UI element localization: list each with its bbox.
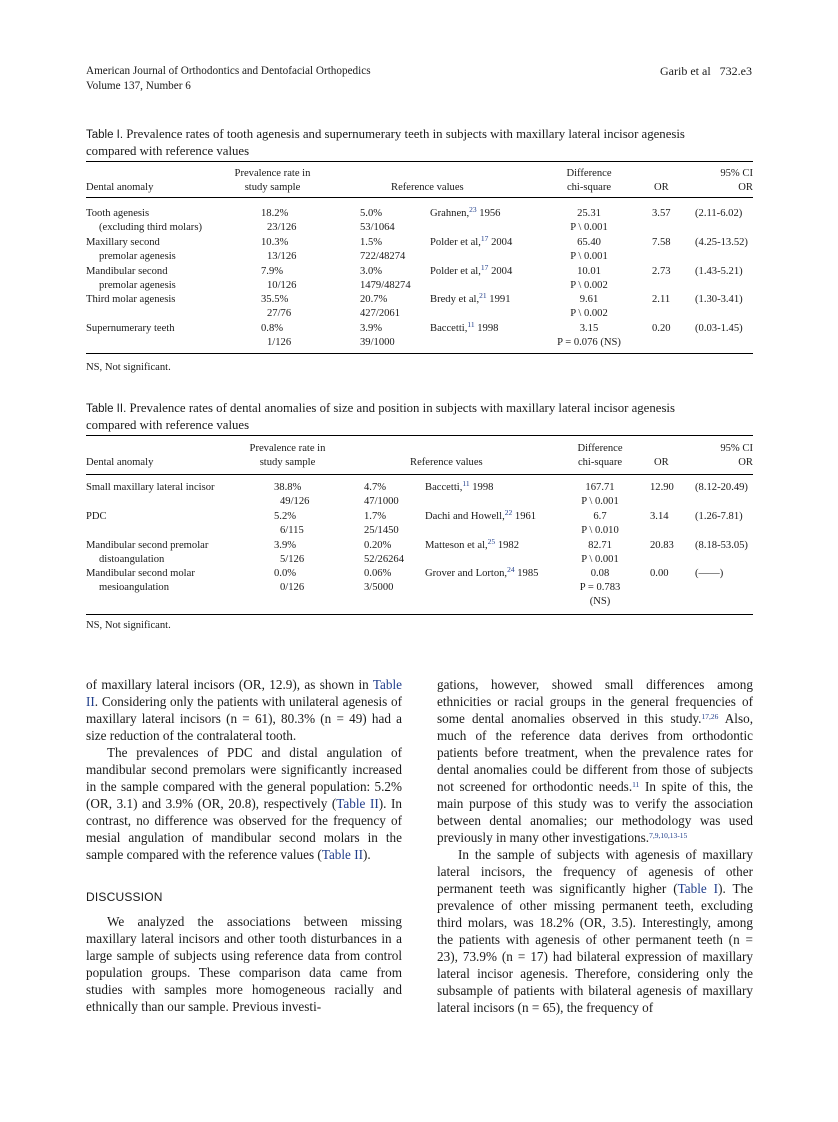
row-ref-count: 47/1000	[364, 496, 399, 508]
table1-head-ref: Reference values	[391, 182, 464, 193]
row-chi-square: P \ 0.001	[581, 496, 619, 508]
row-ref-rate: 3.0%	[360, 266, 383, 277]
row-study-rate: 3.9%	[274, 540, 297, 551]
ref-author: Grover and Lorton,	[425, 568, 508, 579]
table1-top-rule	[86, 161, 753, 162]
table2-head-ci2: OR	[738, 457, 753, 469]
ref-year: 2004	[491, 237, 513, 248]
row-anomaly-cont: premolar agenesis	[99, 251, 176, 263]
row-ref-rate: 0.20%	[364, 540, 392, 551]
row-ref-citation	[430, 265, 512, 279]
ref-author: Polder et al,	[430, 237, 481, 248]
table1-head-diff	[546, 167, 632, 195]
table1-bottom-rule	[86, 353, 753, 354]
row-chi-square: 3.15	[579, 323, 599, 334]
table2-head-prev2: study sample	[259, 457, 316, 469]
row-ref-count: 427/2061	[360, 308, 401, 320]
right-paragraph-1	[437, 676, 753, 846]
row-ref-count: 1479/48274	[360, 280, 411, 292]
row-study-count: 23/126	[267, 222, 297, 234]
row-study-rate: 0.8%	[261, 323, 284, 334]
row-ci: (8.12-20.49)	[695, 482, 748, 493]
left-paragraph-3: We analyzed the associations between missing maxillary lateral incisors and other tooth disturbances in a large sample of subjects using reference data from control population groups. These comparison data came from studies with samples more homogeneous racially and ethnically than our sample. Previous investi-	[86, 914, 402, 1014]
row-ref-citation	[425, 481, 493, 495]
table2-head-prev1: Prevalence rate in	[249, 443, 326, 454]
row-chi-square: P = 0.076 (NS)	[557, 337, 621, 349]
citation-link[interactable]: 21	[479, 291, 487, 300]
row-chi-square: P \ 0.001	[570, 251, 608, 263]
table2-link[interactable]: Table II	[336, 796, 379, 811]
row-or: 12.90	[650, 482, 674, 493]
table2-link[interactable]: Table II	[321, 847, 363, 862]
row-chi-square: P \ 0.001	[570, 222, 608, 234]
row-ref-rate: 1.5%	[360, 237, 383, 248]
row-ref-citation	[430, 207, 500, 221]
text-run: In the sample of subjects with agenesis of maxillary lateral incisors, the frequency of agenesis of other permanent teeth was significantly higher (	[437, 847, 753, 896]
citation-link[interactable]: 11	[632, 780, 640, 789]
ref-year: 1982	[497, 540, 520, 551]
row-ref-count: 52/26264	[364, 554, 405, 566]
row-chi-square: 65.40	[577, 237, 601, 248]
row-chi-square: P = 0.783	[579, 582, 621, 594]
text-run: . Considering only the patients with unilateral agenesis of maxillary lateral incisors (n = 61), 80.3% (n = 49) had a size reduction of the contralateral tooth.	[86, 694, 402, 743]
table1-head-prev2: study sample	[244, 182, 301, 194]
row-anomaly: Mandibular second molar	[86, 568, 195, 579]
row-study-rate: 35.5%	[261, 294, 289, 305]
row-or: 3.57	[652, 208, 671, 219]
left-paragraph-2	[86, 744, 402, 863]
row-study-count: 49/126	[280, 496, 310, 508]
table2-head-ci	[690, 442, 753, 470]
row-study-rate: 0.0%	[274, 568, 297, 579]
running-header-journal	[86, 64, 371, 93]
row-chi-square: P \ 0.001	[581, 554, 619, 566]
row-chi-square: (NS)	[589, 596, 611, 608]
row-anomaly-cont: mesioangulation	[99, 582, 170, 594]
ref-year: 1998	[472, 482, 494, 493]
row-anomaly: Maxillary second	[86, 237, 160, 248]
text-run: ). In contrast, no difference was observed for the frequency of mesial angulation of mandibular second molars in the sample compared with the reference values (	[86, 796, 402, 862]
ref-author: Baccetti,	[425, 482, 463, 493]
row-study-count: 0/126	[280, 582, 305, 594]
row-ref-count: 3/5000	[364, 582, 394, 594]
row-study-rate: 10.3%	[261, 237, 289, 248]
table1-head-prevalence	[225, 167, 320, 195]
row-ci: (1.26-7.81)	[695, 511, 743, 522]
table2-label: Table II.	[86, 403, 127, 415]
text-run: In spite of this, the main purpose of this study was to verify the association between dental anomalies; our methodology was used previously in many other investigations.	[437, 779, 753, 845]
ref-year: 1961	[514, 511, 537, 522]
row-ref-rate: 20.7%	[360, 294, 388, 305]
table2-link[interactable]: Table II	[86, 677, 402, 709]
row-anomaly-cont: distoangulation	[99, 554, 165, 566]
table1-label: Table I.	[86, 129, 124, 141]
citation-link[interactable]: 17	[480, 234, 489, 243]
table1-head-ci	[690, 167, 753, 195]
text-run: ).	[363, 847, 371, 862]
citation-link[interactable]: 17	[480, 263, 489, 272]
table2-head-ref: Reference values	[410, 457, 483, 468]
row-study-rate: 5.2%	[274, 511, 297, 522]
row-ref-citation	[430, 236, 512, 250]
row-ref-count: 722/48274	[360, 251, 406, 263]
row-ci: (0.03-1.45)	[695, 323, 743, 334]
ref-author: Baccetti,	[430, 323, 468, 334]
running-header-authors: Garib et al	[660, 64, 711, 78]
ref-author: Bredy et al,	[430, 294, 480, 305]
table2-head-prevalence	[240, 442, 335, 470]
table2-head-diff	[557, 442, 643, 470]
citation-link[interactable]: 23	[469, 205, 477, 214]
table1-head-rule	[86, 197, 753, 198]
ref-year: 1998	[477, 323, 499, 334]
row-ref-citation	[430, 322, 498, 336]
running-header-page	[660, 64, 752, 79]
ref-author: Dachi and Howell,	[425, 511, 505, 522]
text-run: The prevalences of PDC and distal angulation of mandibular second premolars were significantly increased in the sample compared with the general population: 5.2% (OR, 3.1) and 3.9% (OR, 20.8), respectively (	[86, 745, 402, 811]
table2-head-anomaly: Dental anomaly	[86, 457, 154, 468]
row-anomaly-cont: (excluding third molars)	[99, 222, 202, 234]
row-ref-rate: 5.0%	[360, 208, 383, 219]
row-study-count: 27/76	[267, 308, 292, 320]
row-anomaly: Third molar agenesis	[86, 294, 176, 305]
row-study-rate: 18.2%	[261, 208, 289, 219]
row-study-count: 10/126	[267, 280, 297, 292]
section-heading-discussion: DISCUSSION	[86, 890, 163, 904]
table1-head-diff1: Difference	[566, 168, 612, 179]
citation-link[interactable]: 17,26	[701, 712, 719, 721]
ref-author: Grahnen,	[430, 208, 470, 219]
row-chi-square: 167.71	[585, 482, 615, 493]
journal-name: American Journal of Orthodontics and Dentofacial Orthopedics	[86, 65, 371, 77]
table2-bottom-rule	[86, 614, 753, 615]
row-anomaly: Mandibular second premolar	[86, 540, 209, 551]
table2-head-or: OR	[654, 457, 669, 468]
row-study-count: 5/126	[280, 554, 305, 566]
row-ci: (1.43-5.21)	[695, 266, 743, 277]
right-column	[437, 676, 753, 1016]
row-chi-square: 10.01	[577, 266, 601, 277]
citation-link[interactable]: 11	[462, 479, 470, 488]
row-ref-rate: 4.7%	[364, 482, 387, 493]
table2-head-diff1: Difference	[577, 443, 623, 454]
row-or: 0.00	[650, 568, 669, 579]
table2-head-diff2: chi-square	[577, 457, 623, 469]
row-ref-count: 25/1450	[364, 525, 399, 537]
page-number: 732.e3	[719, 64, 752, 78]
row-chi-square: 9.61	[579, 294, 599, 305]
row-ref-rate: 1.7%	[364, 511, 387, 522]
text-run: of maxillary lateral incisors (OR, 12.9), as shown in	[86, 677, 373, 692]
text-run: ). The prevalence of other missing permanent teeth, excluding third molars, was 18.2% (OR, 3.5). Interestingly, among the patients with agenesis of other permanent teeth (n = 23), 73.9% (n = 17) had bilateral expression of maxillary lateral incisor agenesis. Therefore, considering only the subsample of patients with bilateral agenesis of maxillary lateral incisors (n = 65), the frequency of	[437, 881, 753, 1015]
table1-head-or: OR	[654, 182, 669, 193]
table1-head-diff2: chi-square	[566, 182, 612, 194]
table2-head-ci1: 95% CI	[720, 443, 753, 454]
ref-author: Matteson et al,	[425, 540, 488, 551]
table2-title-line1: Prevalence rates of dental anomalies of size and position in subjects with maxillary lateral incisor agenesis	[129, 401, 675, 415]
row-ci: (1.30-3.41)	[695, 294, 743, 305]
row-anomaly: Small maxillary lateral incisor	[86, 482, 215, 493]
citation-link[interactable]: 11	[467, 320, 475, 329]
row-chi-square: 82.71	[588, 540, 612, 551]
table2-note: NS, Not significant.	[86, 620, 171, 631]
row-anomaly: Supernumerary teeth	[86, 323, 175, 334]
row-anomaly: Mandibular second	[86, 266, 168, 277]
text-run: Also, much of the reference data derives from orthodontic patients before treatment, when the prevalence rates for dental anomalies could be different from those of subjects not screened for orthodontic needs.	[437, 711, 753, 794]
citation-link[interactable]: 24	[507, 565, 515, 574]
row-study-count: 6/115	[280, 525, 304, 537]
row-anomaly: Tooth agenesis	[86, 208, 150, 219]
row-chi-square: P \ 0.010	[581, 525, 619, 537]
row-study-rate: 38.8%	[274, 482, 302, 493]
row-chi-square: 6.7	[593, 511, 607, 522]
row-ref-citation	[425, 510, 536, 524]
ref-year: 1956	[479, 208, 501, 219]
row-anomaly: PDC	[86, 511, 107, 522]
table1-title-line1: Prevalence rates of tooth agenesis and supernumerary teeth in subjects with maxillary lateral incisor agenesis	[126, 127, 685, 141]
row-chi-square: 25.31	[577, 208, 601, 219]
left-column	[86, 676, 402, 1015]
row-or: 0.20	[652, 323, 671, 334]
row-ci: (——)	[695, 568, 724, 579]
row-anomaly-cont: premolar agenesis	[99, 280, 176, 292]
table1-link[interactable]: Table I	[677, 881, 719, 896]
row-study-count: 1/126	[267, 337, 292, 349]
row-or: 20.83	[650, 540, 674, 551]
table1-title-line2: compared with reference values	[86, 144, 250, 158]
row-study-count: 13/126	[267, 251, 297, 263]
table2-head-rule	[86, 474, 753, 475]
row-ref-citation	[425, 567, 538, 581]
row-ci: (8.18-53.05)	[695, 540, 748, 551]
row-ref-citation	[430, 293, 510, 307]
citation-link[interactable]: 22	[504, 508, 513, 517]
table1-head-prev1: Prevalence rate in	[234, 168, 311, 179]
row-study-rate: 7.9%	[261, 266, 284, 277]
row-chi-square: P \ 0.002	[570, 280, 608, 292]
row-or: 7.58	[652, 237, 671, 248]
ref-year: 1985	[517, 568, 539, 579]
citation-link[interactable]: 25	[487, 537, 496, 546]
row-ref-count: 53/1064	[360, 222, 395, 234]
row-ci: (4.25-13.52)	[695, 237, 748, 248]
table2-top-rule	[86, 435, 753, 436]
table1-head-ci1: 95% CI	[720, 168, 753, 179]
table2-caption	[86, 400, 753, 433]
table1-note: NS, Not significant.	[86, 362, 171, 373]
row-chi-square: 0.08	[590, 568, 610, 579]
row-ci: (2.11-6.02)	[695, 208, 743, 219]
right-paragraph-2	[437, 846, 753, 1016]
journal-volume: Volume 137, Number 6	[86, 79, 191, 92]
table2-title-line2: compared with reference values	[86, 418, 250, 432]
row-ref-citation	[425, 539, 519, 553]
row-or: 2.73	[652, 266, 671, 277]
row-or: 3.14	[650, 511, 669, 522]
citation-link[interactable]: 7,9,10,13-15	[649, 831, 688, 840]
row-ref-rate: 3.9%	[360, 323, 383, 334]
table1-caption	[86, 126, 753, 159]
row-ref-count: 39/1000	[360, 337, 395, 349]
table1-head-anomaly: Dental anomaly	[86, 182, 154, 193]
ref-year: 1991	[489, 294, 511, 305]
table1-head-ci2: OR	[738, 182, 753, 194]
row-ref-rate: 0.06%	[364, 568, 392, 579]
text-run: gations, however, showed small differences among ethnicities or racial groups in the general frequencies of some dental anomalies observed in this study.	[437, 677, 753, 726]
left-paragraph-1	[86, 676, 402, 744]
row-chi-square: P \ 0.002	[570, 308, 608, 320]
ref-author: Polder et al,	[430, 266, 481, 277]
ref-year: 2004	[491, 266, 513, 277]
row-or: 2.11	[652, 294, 671, 305]
